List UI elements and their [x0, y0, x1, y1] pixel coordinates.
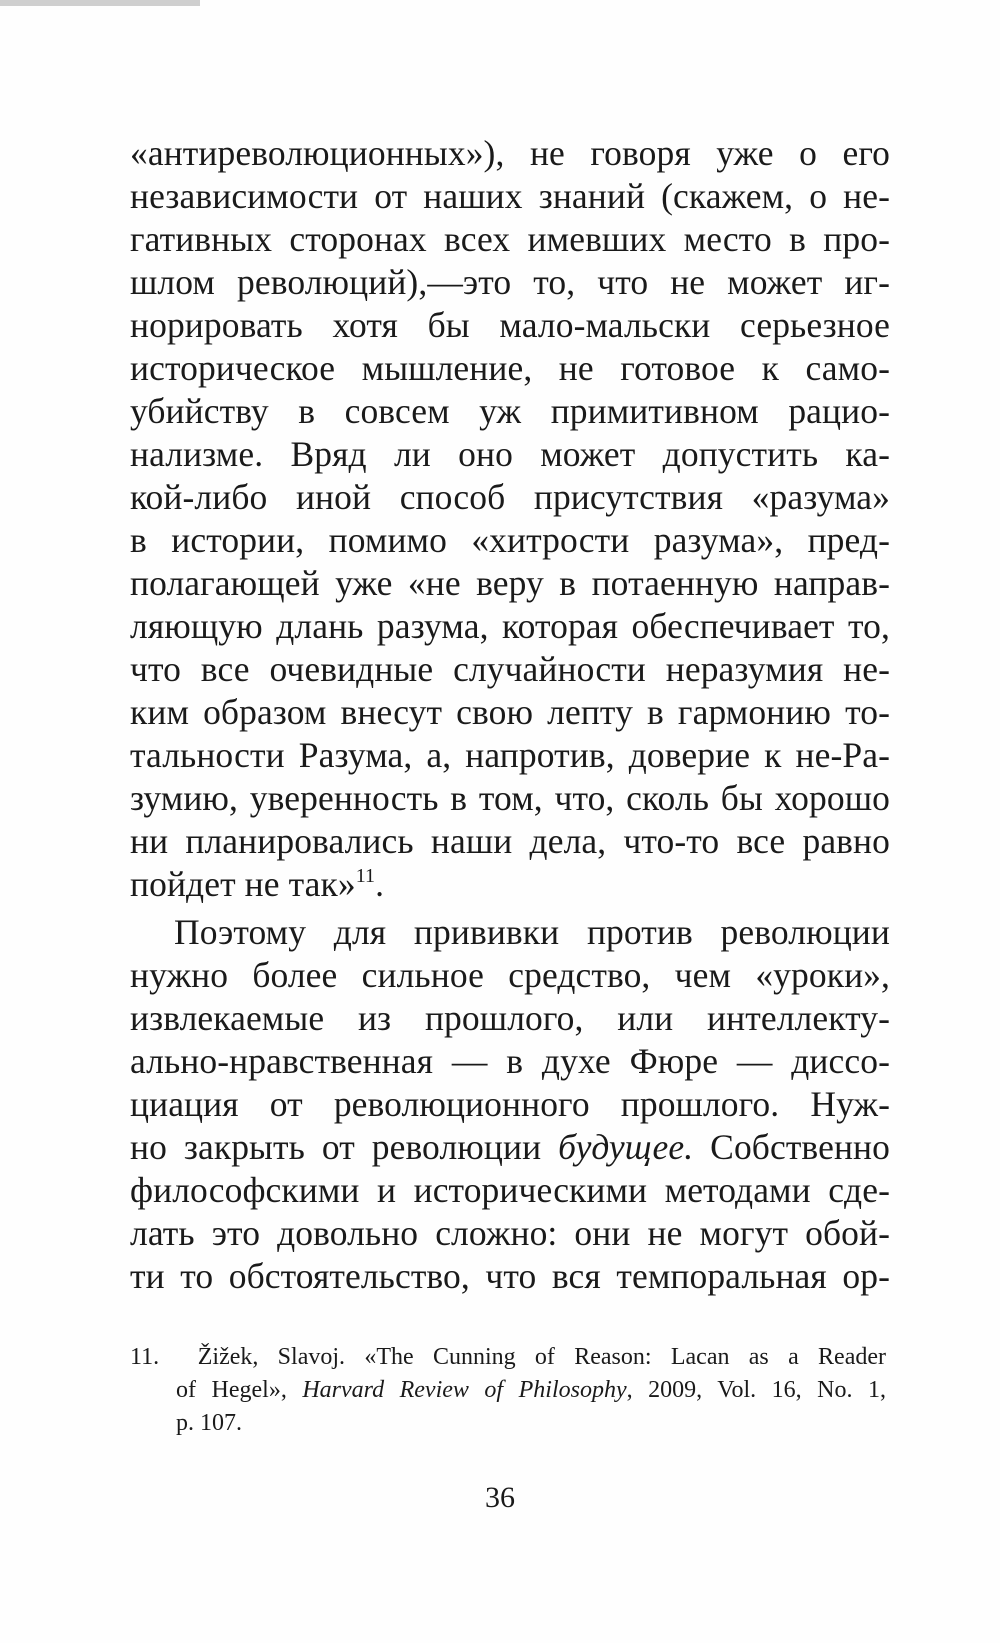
text-line: ким образом внесут свою лепту в гармонию то- — [130, 692, 890, 732]
text-line: зумию, уверенность в том, что, сколь бы хорошо — [130, 778, 890, 818]
text-line: «антиреволюционных»), не говоря уже о его — [130, 133, 890, 173]
text-line: что все очевидные случайности неразумия не- — [130, 649, 890, 689]
text-line: тальности Разума, а, напротив, доверие к не-Ра- — [130, 735, 890, 775]
text-segment: Собственно — [693, 1127, 890, 1167]
footnote-line — [130, 1342, 886, 1372]
text-line: полагающей уже «не веру в потаенную направ- — [130, 563, 890, 603]
text-line: убийству в совсем уж примитивном рацио- — [130, 391, 890, 431]
footnote-number: 11. — [130, 1344, 160, 1370]
text-line: гативных сторонах всех имевших место в про- — [130, 219, 890, 259]
text-line: нализме. Вряд ли оно может допустить ка- — [130, 434, 890, 474]
text-line: в истории, помимо «хитрости разума», пред- — [130, 520, 890, 560]
scan-edge — [0, 0, 200, 6]
text-line: шлом революций),—это то, что не может иг- — [130, 262, 890, 302]
text-line: историческое мышление, не готовое к само- — [130, 348, 890, 388]
text-line: философскими и историческими методами сде- — [130, 1170, 890, 1210]
footnote-text: , 2009, Vol. 16, No. 1, — [626, 1377, 886, 1403]
text-line: ляющую длань разума, которая обеспечивает то, — [130, 606, 890, 646]
quote-end-period: . — [375, 864, 385, 904]
text-line: норировать хотя бы мало-мальски серьезное — [130, 305, 890, 345]
footnote-text: Žižek, Slavoj. «The Cunning of Reason: Lacan as a Reader — [197, 1344, 886, 1370]
text-line: лать это довольно сложно: они не могут обой- — [130, 1213, 890, 1253]
text-line — [130, 1125, 890, 1169]
text-segment: но закрыть от революции — [130, 1127, 559, 1167]
text-line: кой-либо иной способ присутствия «разума» — [130, 477, 890, 517]
emphasized-word: будущее. — [558, 1127, 694, 1167]
page-number: 36 — [485, 1481, 515, 1514]
quote-end-text: пойдет не так» — [130, 864, 356, 904]
text-line — [130, 862, 890, 906]
text-line: ни планировались наши дела, что-то все равно — [130, 821, 890, 861]
footnote-line: p. 107. — [176, 1410, 242, 1436]
text-line: нужно более сильное средство, чем «уроки», — [130, 955, 890, 995]
footnote-line — [176, 1375, 886, 1405]
text-line: ти то обстоятельство, что вся темпоральная ор- — [130, 1256, 890, 1296]
footnote-reference[interactable]: 11 — [355, 865, 376, 887]
journal-title: Harvard Review of Philosophy — [302, 1377, 627, 1403]
text-line: ально-нравственная — в духе Фюре — диссо- — [130, 1041, 890, 1081]
text-line: извлекаемые из прошлого, или интеллекту- — [130, 998, 890, 1038]
footnote-text: of Hegel», — [176, 1377, 303, 1403]
text-line: циация от революционного прошлого. Нуж- — [130, 1084, 890, 1124]
text-line: Поэтому для прививки против революции — [174, 912, 890, 952]
text-line: независимости от наших знаний (скажем, о не- — [130, 176, 890, 216]
